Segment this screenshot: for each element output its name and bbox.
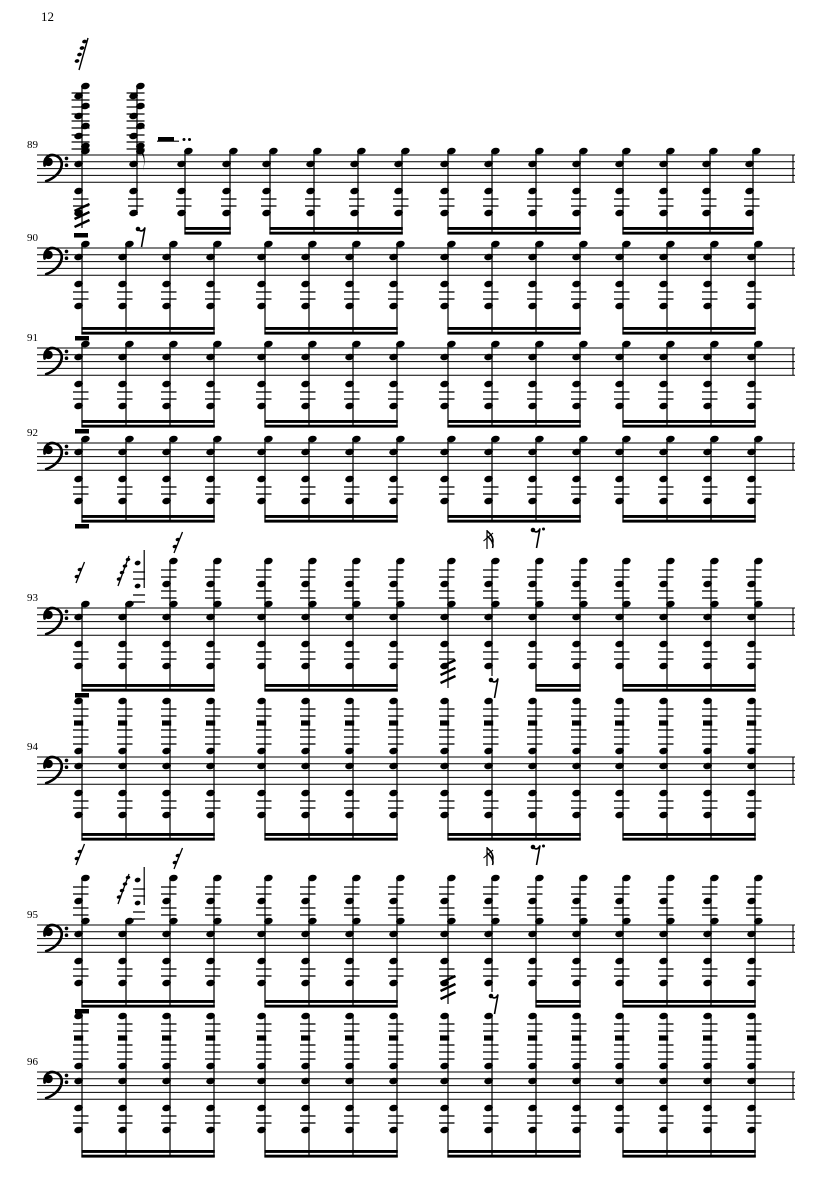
chord <box>161 697 177 841</box>
notehead <box>134 560 141 566</box>
beam <box>622 1150 755 1153</box>
staff-lines <box>37 608 795 635</box>
chord <box>117 600 134 692</box>
beam <box>81 1000 214 1003</box>
beam <box>269 227 402 230</box>
mini-rake-icon <box>74 562 84 583</box>
chord <box>161 340 178 428</box>
beam <box>447 520 580 523</box>
chord <box>614 697 630 841</box>
beam <box>264 833 397 836</box>
beam <box>264 1150 397 1153</box>
chord <box>300 557 317 692</box>
chord <box>658 1012 674 1158</box>
chord <box>527 1012 543 1158</box>
chord <box>614 340 631 428</box>
system-94 <box>27 697 795 841</box>
grace-flag-icon <box>484 530 494 549</box>
beam <box>264 420 397 423</box>
chord <box>527 147 544 235</box>
stub-icon <box>75 429 89 434</box>
beam <box>535 1005 580 1008</box>
system-95 <box>27 844 795 1014</box>
chord <box>702 557 719 692</box>
chord <box>344 557 361 692</box>
chord <box>73 697 89 841</box>
measure-number: 94 <box>27 741 38 753</box>
beam <box>81 327 214 330</box>
beam <box>264 515 397 518</box>
beams <box>81 684 755 692</box>
beam <box>535 684 580 687</box>
chord <box>571 147 588 235</box>
chord <box>205 1012 221 1158</box>
chord <box>702 340 719 428</box>
chord <box>73 1012 89 1158</box>
beam <box>264 332 397 335</box>
beam <box>81 420 214 423</box>
system-89 <box>27 38 795 247</box>
chord <box>702 435 719 523</box>
chord <box>571 340 588 428</box>
rest8-icon <box>489 678 498 698</box>
chord <box>388 240 405 335</box>
measure-number: 92 <box>27 427 38 439</box>
chord <box>658 240 675 335</box>
chord <box>746 240 763 335</box>
staff-lines <box>37 925 795 952</box>
beam <box>81 838 214 841</box>
chord <box>388 697 404 841</box>
beams <box>81 327 755 335</box>
stub-icon <box>74 233 88 238</box>
chord <box>256 557 273 692</box>
rest8-icon <box>489 994 498 1014</box>
beam <box>447 833 580 836</box>
beam <box>81 520 214 523</box>
chord <box>256 697 272 841</box>
beam <box>447 227 580 230</box>
chord <box>349 147 366 235</box>
beam <box>447 327 580 330</box>
rest8-dot-icon <box>531 528 545 549</box>
beam <box>622 227 753 230</box>
beam <box>264 838 397 841</box>
chord <box>305 147 322 235</box>
chord <box>388 557 405 692</box>
chord <box>117 1012 132 1158</box>
beam <box>81 1005 214 1008</box>
beam <box>264 520 397 523</box>
beam <box>264 689 397 692</box>
beam <box>81 515 214 518</box>
beams <box>81 833 755 841</box>
beam <box>447 420 580 423</box>
beam <box>269 232 402 235</box>
chord <box>746 697 762 841</box>
chord <box>614 557 631 692</box>
beam <box>622 1000 755 1003</box>
beam <box>622 520 755 523</box>
chord <box>483 874 500 992</box>
chord <box>658 340 675 428</box>
chord <box>127 82 146 217</box>
beam <box>447 332 580 335</box>
beam <box>622 689 755 692</box>
stub-icon <box>75 524 89 529</box>
chord <box>388 874 405 1008</box>
chord <box>483 240 500 335</box>
chord <box>161 1012 177 1158</box>
chord <box>344 340 361 428</box>
beam <box>184 227 230 230</box>
chord <box>176 147 193 235</box>
chord <box>527 557 544 692</box>
chord <box>527 697 543 841</box>
chord <box>702 874 719 1008</box>
chord <box>261 147 278 235</box>
system-92 <box>27 427 795 529</box>
mini-rake-icon <box>74 844 84 865</box>
chord <box>702 697 718 841</box>
chord <box>439 147 456 235</box>
beam <box>264 1155 397 1158</box>
stub-icon <box>75 693 89 698</box>
beams <box>81 1000 755 1008</box>
chord <box>344 1012 360 1158</box>
chord <box>344 240 361 335</box>
beams <box>81 1150 755 1158</box>
chord <box>439 340 456 428</box>
chord <box>527 874 544 1008</box>
chord <box>746 874 763 1008</box>
chord <box>73 600 90 692</box>
beam <box>447 838 580 841</box>
beam <box>264 425 397 428</box>
chord <box>614 240 631 335</box>
beam <box>447 515 580 518</box>
beam <box>81 684 214 687</box>
beam <box>622 232 753 235</box>
beam <box>81 425 214 428</box>
chord <box>117 435 134 523</box>
beam <box>622 1155 755 1158</box>
rake4-icon <box>116 556 130 586</box>
chord <box>300 1012 316 1158</box>
chord <box>483 557 500 676</box>
system-90 <box>27 232 795 341</box>
measure-number: 95 <box>27 909 38 921</box>
chord <box>73 874 90 1008</box>
chord <box>161 240 178 335</box>
chord <box>439 1012 455 1158</box>
staff-lines <box>37 757 795 784</box>
chord <box>205 240 222 335</box>
chord <box>117 917 134 1008</box>
notehead <box>134 900 141 906</box>
chord <box>344 874 361 1008</box>
measure-number: 96 <box>27 1056 38 1068</box>
chord <box>658 147 675 235</box>
chord <box>300 697 316 841</box>
rest8-icon <box>136 227 145 247</box>
system-96 <box>27 1012 795 1158</box>
grace-rake-large-icon <box>74 38 88 70</box>
chord <box>658 435 675 523</box>
staff-lines <box>37 155 795 182</box>
chord <box>746 1012 762 1158</box>
chord <box>527 435 544 523</box>
chord <box>388 340 405 428</box>
chord <box>388 435 405 523</box>
beam <box>264 1000 397 1003</box>
chord <box>571 240 588 335</box>
chord <box>300 874 317 1008</box>
chord <box>571 435 588 523</box>
staff-lines <box>37 443 795 470</box>
chord <box>527 240 544 335</box>
beams <box>81 515 755 523</box>
chord <box>393 147 410 235</box>
dd-half-rest-icon <box>157 137 191 141</box>
chord <box>117 697 132 841</box>
beam <box>81 833 214 836</box>
chord <box>344 697 360 841</box>
chord <box>205 340 222 428</box>
beam <box>264 684 397 687</box>
beam <box>622 515 755 518</box>
page-number: 12 <box>41 9 54 24</box>
chord <box>614 1012 630 1158</box>
chord <box>744 147 761 235</box>
beam <box>535 1000 580 1003</box>
beam <box>622 420 755 423</box>
measure-number: 93 <box>27 592 38 604</box>
chord <box>117 240 134 335</box>
notehead <box>134 583 141 589</box>
beam <box>447 232 580 235</box>
chord <box>746 557 763 692</box>
chord <box>205 557 222 692</box>
chord <box>161 874 178 1008</box>
chord <box>614 435 631 523</box>
chord <box>73 340 90 428</box>
chord <box>483 147 500 235</box>
chord <box>483 340 500 428</box>
chord <box>205 697 221 841</box>
beam <box>622 833 755 836</box>
grace-flag-icon <box>484 847 494 866</box>
beam <box>622 332 755 335</box>
tremolo-icon <box>441 976 456 999</box>
chord <box>571 1012 587 1158</box>
chord <box>571 697 587 841</box>
chord <box>658 697 674 841</box>
chord <box>344 435 361 523</box>
beam <box>447 1155 580 1158</box>
measure-number: 89 <box>27 139 38 151</box>
chord <box>658 557 675 692</box>
chord <box>571 874 588 1008</box>
chord <box>256 1012 272 1158</box>
chord <box>746 435 763 523</box>
system-93 <box>27 528 795 699</box>
chord <box>256 340 273 428</box>
chord <box>256 435 273 523</box>
chord <box>117 340 134 428</box>
grace-chord-icon <box>133 867 145 919</box>
chord <box>205 874 222 1008</box>
chord <box>702 240 719 335</box>
chord <box>701 147 718 235</box>
chord <box>483 1012 499 1158</box>
stub-icon <box>75 1009 89 1014</box>
chord <box>300 240 317 335</box>
beam <box>81 332 214 335</box>
staff-lines <box>37 1072 795 1099</box>
measure-number: 90 <box>27 232 38 244</box>
beam <box>264 327 397 330</box>
chord <box>571 557 588 692</box>
beam <box>264 1005 397 1008</box>
chord <box>256 240 273 335</box>
chord <box>73 240 90 335</box>
chord <box>483 697 499 841</box>
measure-number: 91 <box>27 332 38 344</box>
chord <box>614 147 631 235</box>
chord <box>746 340 763 428</box>
notehead <box>134 877 141 883</box>
beam <box>622 684 755 687</box>
rake4-icon <box>116 874 130 904</box>
chord <box>614 874 631 1008</box>
chord <box>439 435 456 523</box>
beam <box>622 425 755 428</box>
beams <box>81 420 755 428</box>
staff-lines <box>37 248 795 275</box>
rest8-dot-icon <box>531 845 545 866</box>
mini-rake-icon <box>172 848 182 869</box>
beam <box>184 232 230 235</box>
chord <box>300 435 317 523</box>
chord <box>161 557 178 692</box>
staff-lines <box>37 348 795 375</box>
chord <box>388 1012 404 1158</box>
beam <box>447 1150 580 1153</box>
chord <box>300 340 317 428</box>
chord <box>221 147 238 235</box>
chord <box>702 1012 718 1158</box>
beam <box>81 1150 214 1153</box>
beam <box>535 689 580 692</box>
beam <box>81 1155 214 1158</box>
system-91 <box>27 332 795 434</box>
beam <box>81 689 214 692</box>
chord <box>658 874 675 1008</box>
beam <box>622 327 755 330</box>
chord <box>527 340 544 428</box>
chord <box>256 874 273 1008</box>
stub-icon <box>75 336 89 341</box>
chord <box>439 240 456 335</box>
chord <box>205 435 222 523</box>
chord <box>161 435 178 523</box>
chord <box>73 435 90 523</box>
mini-rake-icon <box>172 532 182 553</box>
beam <box>622 838 755 841</box>
chord <box>483 435 500 523</box>
beam <box>622 1005 755 1008</box>
grace-chord-icon <box>133 550 145 602</box>
beam <box>447 425 580 428</box>
chord <box>439 697 455 841</box>
